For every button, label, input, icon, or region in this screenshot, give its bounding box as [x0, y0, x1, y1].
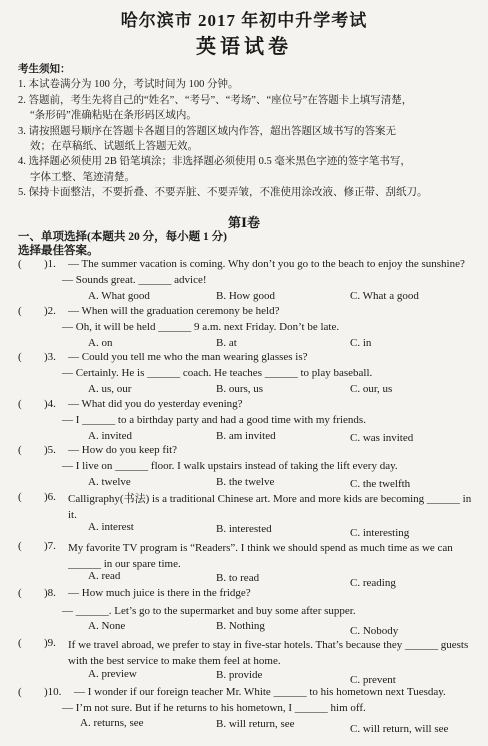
question-answer-line: — Sounds great. ______ advice!: [62, 274, 207, 286]
exam-subtitle: 英语试卷: [196, 36, 292, 58]
question-answer-line: — ______. Let’s go to the supermarket and buy some after supper.: [62, 605, 356, 617]
question-number: )3.: [44, 351, 56, 363]
notice-item: 2. 答题前，考生先将自己的“姓名”、“考号”、“考场”、“座位号”在答题卡上填写清楚，: [18, 94, 413, 106]
answer-bracket[interactable]: (: [18, 305, 22, 317]
answer-bracket[interactable]: (: [18, 351, 22, 363]
answer-bracket[interactable]: (: [18, 686, 22, 698]
question-number: )10.: [44, 686, 62, 698]
section-title: 第Ⅰ卷: [227, 215, 261, 230]
option-c: C. What a good: [350, 290, 419, 302]
question-stem: — When will the graduation ceremony be held?: [68, 305, 280, 317]
question-answer-line: — Certainly. He is ______ coach. He teaches ______ to play baseball.: [62, 367, 373, 379]
option-a: A. twelve: [88, 476, 131, 488]
answer-bracket[interactable]: (: [18, 491, 22, 503]
question-answer-line: — I’m not sure. But if he returns to his hometown, I ______ him off.: [62, 702, 366, 714]
option-b: B. interested: [216, 523, 272, 535]
question-number: )2.: [44, 305, 56, 317]
question-stem: Calligraphy(书法) is a traditional Chinese art. More and more kids are becoming ______ in it.: [68, 493, 472, 521]
option-c: C. reading: [350, 577, 396, 589]
option-b: B. at: [216, 337, 237, 349]
option-b: B. to read: [216, 572, 260, 584]
question-stem: If we travel abroad, we prefer to stay in five-star hotels. That’s because they ______ guests with the best service to make them feel at home.: [68, 639, 469, 667]
question-number: )9.: [44, 637, 56, 649]
notice-item: 1. 本试卷满分为 100 分，考试时间为 100 分钟。: [18, 79, 239, 91]
option-c: C. prevent: [350, 674, 396, 686]
question-stem: — I wonder if our foreign teacher Mr. White ______ to his hometown next Tuesday.: [74, 686, 446, 698]
question-number: )1.: [44, 258, 56, 270]
question-stem: — How do you keep fit?: [68, 444, 178, 456]
option-c: C. was invited: [350, 432, 414, 444]
exam-title: 哈尔滨市 2017 年初中升学考试: [120, 11, 368, 30]
answer-bracket[interactable]: (: [18, 258, 22, 270]
answer-bracket[interactable]: (: [18, 637, 22, 649]
option-b: B. How good: [216, 290, 275, 302]
notice-item: “条形码”准确粘贴在条形码区域内。: [30, 110, 197, 122]
option-a: A. What good: [88, 290, 150, 302]
question-stem: — What did you do yesterday evening?: [68, 398, 243, 410]
option-a: A. us, our: [88, 383, 132, 395]
option-b: B. ours, us: [216, 383, 264, 395]
part-instruction: 选择最佳答案。: [18, 245, 99, 257]
question-number: )8.: [44, 587, 56, 599]
answer-bracket[interactable]: (: [18, 540, 22, 552]
question-stem: — How much juice is there in the fridge?: [68, 587, 251, 599]
question-stem: — The summer vacation is coming. Why don’t you go to the beach to enjoy the sunshine?: [68, 258, 465, 270]
option-b: B. Nothing: [216, 620, 265, 632]
option-c: C. interesting: [350, 527, 410, 539]
option-b: B. the twelve: [216, 476, 275, 488]
question-answer-line: — Oh, it will be held ______ 9 a.m. next Friday. Don’t be late.: [62, 321, 340, 333]
part-heading: 一、单项选择(本题共 20 分，每小题 1 分): [18, 231, 227, 243]
question-stem: My favorite TV program is “Readers”. I think we should spend as much time as we can ______ in our spare time.: [68, 542, 453, 570]
question-number: )5.: [44, 444, 56, 456]
notice-item: 5. 保持卡面整洁，不要折叠、不要弄脏、不要弄皱，不准使用涂改液、修正带、刮纸刀。: [18, 187, 428, 199]
option-c: C. in: [350, 337, 372, 349]
option-a: A. invited: [88, 430, 132, 442]
option-a: A. interest: [88, 521, 134, 533]
question-answer-line: — I ______ to a birthday party and had a good time with my friends.: [62, 414, 366, 426]
notice-item: 效；在草稿纸、试题纸上答题无效。: [30, 141, 198, 153]
question-stem: — Could you tell me who the man wearing glasses is?: [68, 351, 308, 363]
notice-item: 3. 请按照题号顺序在答题卡各题目的答题区域内作答，超出答题区域书写的答案无: [18, 125, 396, 137]
question-answer-line: — I live on ______ floor. I walk upstairs instead of taking the lift every day.: [62, 460, 398, 472]
answer-bracket[interactable]: (: [18, 587, 22, 599]
option-c: C. Nobody: [350, 625, 399, 637]
notice-item: 4. 选择题必须使用 2B 铅笔填涂；非选择题必须使用 0.5 毫米黑色字迹的签字笔书写，: [18, 156, 411, 168]
question-number: )4.: [44, 398, 56, 410]
question-number: )6.: [44, 491, 56, 503]
option-c: C. our, us: [350, 383, 393, 395]
option-b: B. will return, see: [216, 718, 295, 730]
option-a: A. None: [88, 620, 126, 632]
option-c: C. the twelfth: [350, 478, 411, 490]
option-a: A. read: [88, 570, 121, 582]
option-b: B. am invited: [216, 430, 276, 442]
option-a: A. on: [88, 337, 113, 349]
question-number: )7.: [44, 540, 56, 552]
candidate-notice: [18, 62, 478, 201]
answer-bracket[interactable]: (: [18, 398, 22, 410]
option-b: B. provide: [216, 669, 263, 681]
option-c: C. will return, will see: [350, 723, 449, 735]
notice-item: 字体工整、笔迹清楚。: [30, 171, 135, 183]
notice-heading: 考生须知：: [18, 64, 71, 75]
option-a: A. preview: [88, 668, 137, 680]
answer-bracket[interactable]: (: [18, 444, 22, 456]
option-a: A. returns, see: [80, 717, 144, 729]
